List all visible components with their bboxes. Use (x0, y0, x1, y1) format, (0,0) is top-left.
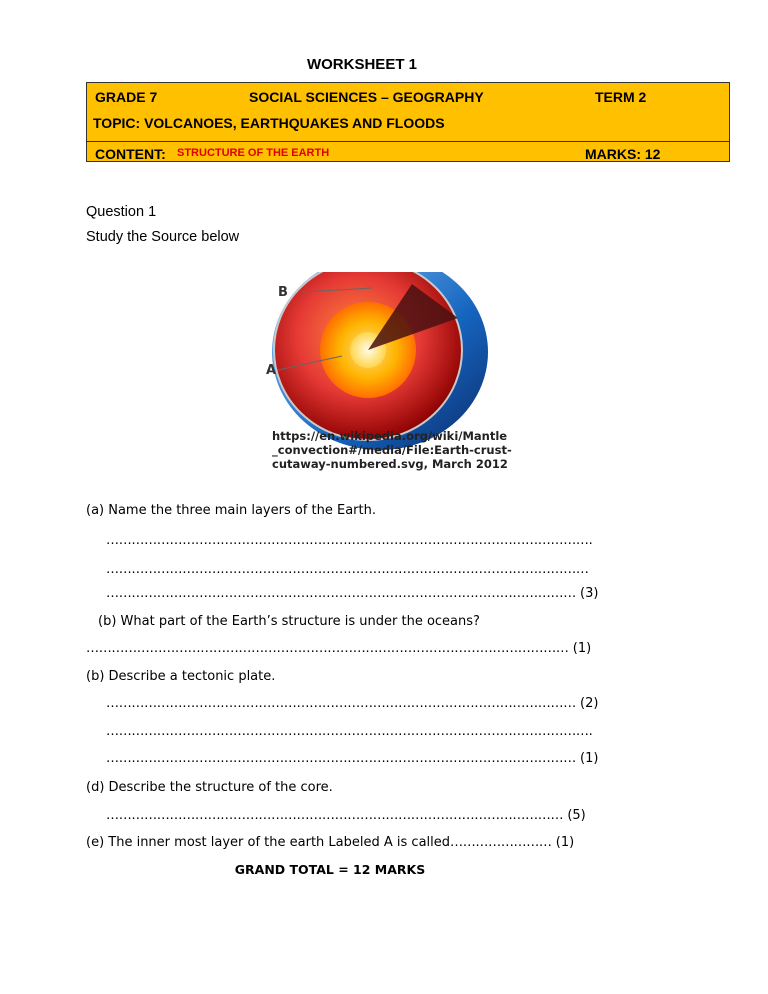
worksheet-title: WORKSHEET 1 (306, 56, 417, 73)
question-d-prompt: (d) Describe the structure of the core. (86, 780, 333, 795)
question-e-prompt: (e) The inner most layer of the earth Labeled A is called (86, 835, 451, 850)
question-intro: Study the Source below (86, 229, 240, 245)
answer-line-a1[interactable] (106, 533, 592, 548)
marks-d: (5) (567, 808, 586, 823)
label-a: A (266, 363, 277, 378)
content-label: CONTENT: (95, 146, 166, 162)
grade-label: GRADE 7 (95, 89, 158, 105)
dots: ………………………………………………………………………………………………… (106, 696, 576, 711)
answer-line-d[interactable] (106, 808, 586, 823)
content-value: STRUCTURE OF THE EARTH (177, 147, 330, 159)
answer-line-a2[interactable] (106, 562, 589, 577)
answer-line-b2-2[interactable] (106, 724, 592, 739)
answer-line-b2-1[interactable] (106, 696, 598, 711)
question-e[interactable] (86, 835, 574, 850)
question-a-prompt: (a) Name the three main layers of the Earth. (86, 503, 376, 518)
answer-line-e: …………………… (450, 835, 552, 850)
topic-label: TOPIC: VOLCANOES, EARTHQUAKES AND FLOODS (93, 115, 445, 131)
dots: …………………………………………………………………………………………………… (86, 641, 569, 656)
earth-cutaway-diagram (262, 272, 592, 472)
citation-line-3: cutaway-numbered.svg, March 2012 (272, 457, 508, 471)
answer-line-b1[interactable] (86, 641, 591, 656)
marks-b2-3: (1) (580, 751, 599, 766)
dots: ………………………………………………………………………………………………… (106, 586, 576, 601)
marks-a: (3) (580, 586, 599, 601)
answer-line-a3[interactable] (106, 586, 598, 601)
dots: ……………………………………………………………………………………………………. (106, 533, 593, 548)
question-b1-prompt: (b) What part of the Earth’s structure is under the oceans? (98, 614, 480, 629)
citation-line-2: _convection#/media/File:Earth-crust- (272, 443, 512, 457)
citation-line-1: https://en.wikipedia.org/wiki/Mantle (272, 429, 508, 443)
dots: ……………………………………………………………………………………………… (106, 808, 564, 823)
header-box (86, 82, 730, 162)
marks-e: (1) (555, 835, 575, 850)
marks-b2-1: (2) (580, 696, 599, 711)
marks-b1: (1) (572, 641, 592, 656)
grand-total: GRAND TOTAL = 12 MARKS (234, 862, 426, 877)
dots: …………………………………………………………………………………………………… (106, 562, 589, 577)
answer-line-b2-3[interactable] (106, 751, 598, 766)
source-image (262, 272, 592, 472)
dots: ………………………………………………………………………………………………… (106, 751, 576, 766)
marks-label: MARKS: 12 (585, 146, 661, 162)
label-b: B (278, 285, 288, 300)
question-title: Question 1 (86, 204, 157, 220)
term-label: TERM 2 (595, 89, 647, 105)
dots: ……………………………………………………………………………………………………. (106, 724, 593, 739)
subject-label: SOCIAL SCIENCES – GEOGRAPHY (249, 89, 484, 105)
question-b2-prompt: (b) Describe a tectonic plate. (86, 669, 276, 684)
